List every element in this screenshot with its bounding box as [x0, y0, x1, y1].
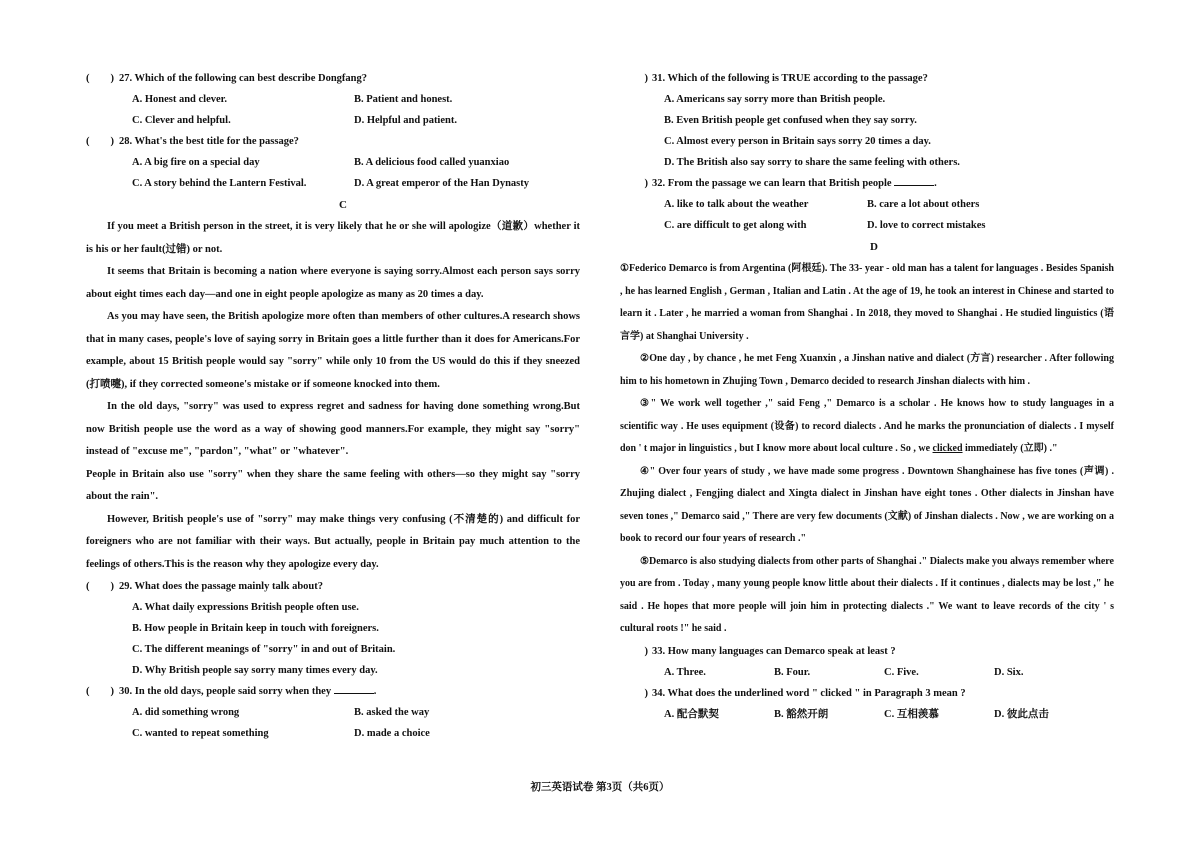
- question-stem: 31. Which of the following is TRUE according to the passage?: [652, 73, 928, 84]
- option[interactable]: A. 配合默契: [664, 708, 719, 720]
- question-32: [620, 173, 1114, 194]
- question-stem: 33. How many languages can Demarco speak at least ?: [652, 645, 896, 657]
- option[interactable]: C. Clever and helpful.: [132, 115, 231, 126]
- option[interactable]: D. Six.: [994, 666, 1024, 678]
- option[interactable]: C. wanted to repeat something: [132, 728, 269, 739]
- question-31: [620, 68, 1114, 89]
- option[interactable]: D. Why British people say sorry many times every day.: [132, 665, 378, 676]
- question-tail: .: [373, 686, 377, 697]
- question-28: [86, 131, 580, 152]
- paragraph-text: immediately (立即) .": [962, 443, 1058, 454]
- question-stem: 34. What does the underlined word " clicked " in Paragraph 3 mean ?: [652, 687, 966, 699]
- q32-options: [620, 194, 1114, 236]
- option[interactable]: D. The British also say sorry to share the same feeling with others.: [664, 157, 960, 168]
- option[interactable]: A. like to talk about the weather: [664, 199, 809, 210]
- option[interactable]: A. Honest and clever.: [132, 94, 227, 105]
- option[interactable]: C. are difficult to get along with: [664, 220, 807, 231]
- passage-d-paragraph-2: ②One day , by chance , he met Feng Xuanxin , a Jinshan native and dialect (方言) researcher . After following him to his hometown in Zhujing Town , Demarco decided to research Jinshan dialects with him .: [620, 353, 1114, 387]
- question-stem: 29. What does the passage mainly talk about?: [119, 581, 324, 592]
- option[interactable]: B. A delicious food called yuanxiao: [354, 157, 510, 168]
- answer-paren[interactable]: ( ): [86, 136, 114, 147]
- passage-d-paragraph-1: ①Federico Demarco is from Argentina (阿根廷). The 33- year - old man has a talent for languages . Besides Spanish , he has learned English , German , Italian and Latin . At the age of 19, he took an interest in Chinese and started to learn it . Later , he married a woman from Shanghai . In 2018, they moved to Shanghai . He studied linguistics (语言学) at Shanghai University .: [620, 263, 1114, 342]
- passage-c-paragraph-3: As you may have seen, the British apologize more often than members of other cultures.A research shows that in many cases, people's love of saying sorry in Britain goes a little further than it does for Americans.For example, about 15 British people would say "sorry" while only 10 from the US would do this if they sneezed (打喷嚏), if they corrected someone's mistake or if someone knocked into them.: [86, 311, 580, 390]
- option[interactable]: A. A big fire on a special day: [132, 157, 260, 168]
- passage-c-paragraph-2: It seems that Britain is becoming a nation where everyone is saying sorry.Almost each person says sorry about eight times each day—and one in eight people apologize as many as 20 times a day.: [86, 266, 580, 300]
- right-column: [620, 68, 1114, 725]
- question-33: [620, 641, 1114, 662]
- option[interactable]: A. Americans say sorry more than British people.: [664, 94, 886, 105]
- answer-blank[interactable]: [334, 681, 374, 694]
- option[interactable]: C. A story behind the Lantern Festival.: [132, 178, 307, 189]
- question-34: [620, 683, 1114, 704]
- paragraph-text: ③" We work well together ," said Feng ," Demarco is a scholar . He knows how to study languages in a scientific way . He uses equipment (设备) to record dialects . And he marks the pronunciation of dialects . I myself don ' t major in linguistics , but I know more about local culture . So , we: [620, 398, 1114, 454]
- option[interactable]: B. Patient and honest.: [354, 94, 453, 105]
- underlined-word: clicked: [932, 443, 963, 454]
- option[interactable]: D. made a choice: [354, 728, 430, 739]
- page-footer: 初三英语试卷 第3页（共6页）: [530, 782, 670, 793]
- left-column: [86, 68, 580, 744]
- option[interactable]: A. What daily expressions British people often use.: [132, 602, 359, 613]
- section-heading-d: D: [870, 241, 878, 253]
- passage-d-paragraph-3: [620, 393, 1114, 461]
- answer-paren[interactable]: ): [644, 645, 648, 657]
- question-stem: 30. In the old days, people said sorry when they: [119, 686, 332, 697]
- option[interactable]: B. Even British people get confused when they say sorry.: [664, 115, 917, 126]
- option[interactable]: C. Almost every person in Britain says sorry 20 times a day.: [664, 136, 931, 147]
- answer-paren[interactable]: ( ): [86, 581, 114, 592]
- passage-c-paragraph-1: If you meet a British person in the street, it is very likely that he or she will apologize（道歉）whether it is his or her fault(过错) or not.: [86, 221, 580, 255]
- question-29: [86, 576, 580, 597]
- answer-paren[interactable]: ): [644, 178, 648, 189]
- answer-paren[interactable]: ): [644, 687, 648, 699]
- option[interactable]: C. Five.: [884, 666, 919, 678]
- passage-c-paragraph-5: People in Britain also use "sorry" when they share the same feeling with others—so they might say "sorry about the rain".: [86, 468, 580, 502]
- option[interactable]: B. 豁然开朗: [774, 708, 829, 720]
- option[interactable]: D. 彼此点击: [994, 708, 1049, 720]
- q28-options: [86, 152, 580, 194]
- passage-d-paragraph-5: ⑤Demarco is also studying dialects from other parts of Shanghai ." Dialects make you always remember where you are from . Today , many young people know little about their dialects . If it continues , dialects may be lost ," he said . He hopes that more people will join him in protecting dialects ." We want to leave records of the city ' s cultural roots !" he said .: [620, 555, 1114, 634]
- passage-c-paragraph-4: In the old days, "sorry" was used to express regret and sadness for having done something wrong.But now British people use the word as a way of showing good manners.For example, they might say "sorry" instead of "excuse me", "pardon", "what" or "whatever".: [86, 401, 580, 457]
- q27-options: [86, 89, 580, 131]
- q30-options: [86, 702, 580, 744]
- question-27: [86, 68, 580, 89]
- option[interactable]: A. did something wrong: [132, 707, 240, 718]
- option[interactable]: C. 互相羡慕: [884, 708, 939, 720]
- option[interactable]: B. care a lot about others: [867, 199, 980, 210]
- option[interactable]: C. The different meanings of "sorry" in and out of Britain.: [132, 644, 396, 655]
- question-stem: 28. What's the best title for the passage?: [119, 136, 299, 147]
- option[interactable]: B. asked the way: [354, 707, 430, 718]
- q33-options: [620, 662, 1114, 683]
- option[interactable]: D. Helpful and patient.: [354, 115, 457, 126]
- option[interactable]: D. love to correct mistakes: [867, 220, 986, 231]
- answer-paren[interactable]: ( ): [86, 686, 114, 697]
- option[interactable]: D. A great emperor of the Han Dynasty: [354, 178, 529, 189]
- question-30: [86, 681, 580, 702]
- passage-c-paragraph-6: However, British people's use of "sorry" may make things very confusing (不清楚的) and difficult for foreigners who are not familiar with their ways. But actually, people in Britain pay much attention to the feelings of others.This is the reason why they apologize every day.: [86, 513, 580, 570]
- option[interactable]: B. Four.: [774, 666, 811, 678]
- option[interactable]: A. Three.: [664, 666, 706, 678]
- question-tail: .: [934, 178, 937, 189]
- answer-paren[interactable]: ): [644, 73, 648, 84]
- question-stem: 32. From the passage we can learn that British people: [652, 178, 892, 189]
- q34-options: [620, 704, 1114, 725]
- section-heading-c: C: [339, 199, 347, 211]
- option[interactable]: B. How people in Britain keep in touch with foreigners.: [132, 623, 379, 634]
- answer-paren[interactable]: ( ): [86, 73, 114, 84]
- passage-d-paragraph-4: ④" Over four years of study , we have made some progress . Downtown Shanghainese has five tones (声调) . Zhujing dialect , Fengjing dialect and Xingta dialect in Jinshan have eight tones . Other dialects in Jinshan have seven tones ," Demarco said ," There are very few documents (文献) of Jinshan dialects . Now , we are working on a book to record our four years of research .": [620, 465, 1114, 544]
- question-stem: 27. Which of the following can best describe Dongfang?: [119, 73, 368, 84]
- answer-blank[interactable]: [894, 173, 934, 186]
